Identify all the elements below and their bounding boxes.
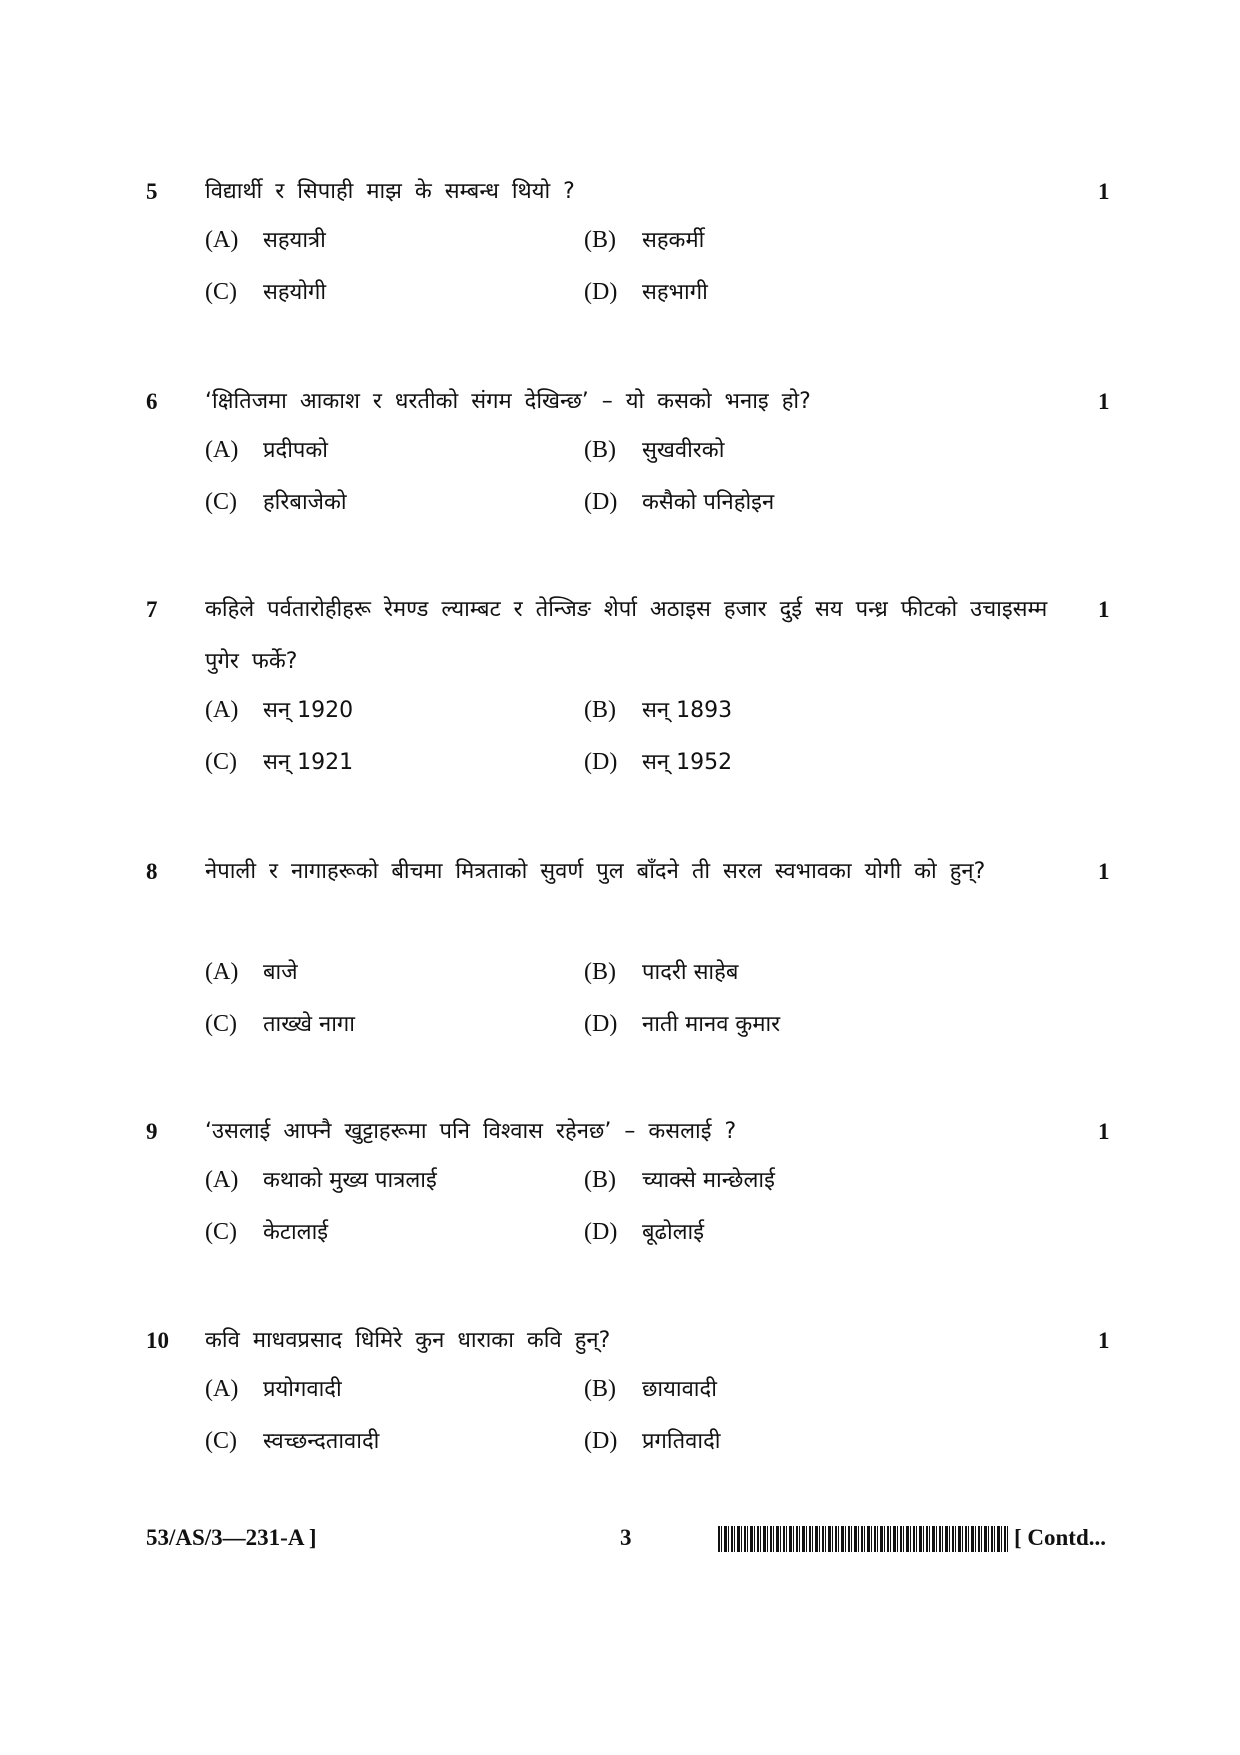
question-number: 6 — [146, 389, 158, 414]
option-a — [205, 220, 326, 261]
question-number: 10 — [146, 1328, 169, 1353]
option-d — [584, 272, 708, 313]
option-c — [205, 1421, 379, 1462]
option-text: सन् 1921 — [263, 750, 354, 775]
option-text: प्रयोगवादी — [263, 1377, 342, 1402]
question-number: 5 — [146, 179, 158, 204]
option-a — [205, 430, 328, 471]
page-number: 3 — [620, 1525, 632, 1550]
question-marks: 1 — [1098, 597, 1110, 622]
option-c — [205, 742, 353, 783]
question-text: कहिले पर्वतारोहीहरू रेमण्ड ल्याम्बट र तेन्जिङ शेर्पा अठाइस हजार दुई सय पन्ध्र फीटको उचाइसम्म पुगेर फर्के? — [205, 597, 1048, 674]
option-b — [584, 690, 732, 731]
option-b — [584, 1160, 775, 1201]
option-letter: (C) — [205, 1011, 237, 1037]
option-c — [205, 1212, 328, 1253]
option-letter: (D) — [584, 1428, 618, 1454]
option-c — [205, 272, 326, 313]
option-text: बाजे — [263, 960, 298, 985]
option-letter: (A) — [205, 959, 239, 985]
option-c — [205, 482, 347, 523]
barcode-icon — [718, 1526, 1008, 1552]
option-b — [584, 952, 738, 993]
question-marks: 1 — [1098, 859, 1110, 884]
option-b — [584, 220, 704, 261]
option-d — [584, 1421, 720, 1462]
question-marks: 1 — [1098, 389, 1110, 414]
paper-code: 53/AS/3—231-A ] — [146, 1525, 317, 1550]
option-b — [584, 1369, 717, 1410]
option-letter: (A) — [205, 697, 239, 723]
option-letter: (D) — [584, 489, 618, 515]
option-text: कसैको पनिहोइन — [642, 490, 775, 515]
question-number: 8 — [146, 859, 158, 884]
option-letter: (C) — [205, 279, 237, 305]
option-letter: (D) — [584, 749, 618, 775]
question-marks: 1 — [1098, 179, 1110, 204]
option-text: सहभागी — [642, 280, 708, 305]
option-letter: (A) — [205, 437, 239, 463]
option-letter: (D) — [584, 1011, 618, 1037]
option-text: प्रदीपको — [263, 438, 328, 463]
option-text: च्याक्से मान्छेलाई — [642, 1168, 775, 1193]
option-text: केटालाई — [263, 1220, 329, 1245]
option-text: कथाको मुख्य पात्रलाई — [263, 1168, 437, 1193]
question-text: ‘क्षितिजमा आकाश र धरतीको संगम देखिन्छ’ – यो कसको भनाइ हो? — [205, 389, 811, 414]
option-letter: (B) — [584, 437, 616, 463]
option-text: ताख्खे नागा — [263, 1012, 355, 1037]
question-text: कवि माधवप्रसाद धिमिरे कुन धाराका कवि हुन्? — [205, 1328, 611, 1353]
option-b — [584, 430, 724, 471]
option-letter: (C) — [205, 749, 237, 775]
question-number: 7 — [146, 597, 158, 622]
option-d — [584, 742, 732, 783]
option-text: हरिबाजेको — [263, 490, 347, 515]
option-a — [205, 1369, 342, 1410]
option-d — [584, 1004, 780, 1045]
option-letter: (A) — [205, 1376, 239, 1402]
option-letter: (B) — [584, 1376, 616, 1402]
question-text: विद्यार्थी र सिपाही माझ के सम्बन्ध थियो ? — [205, 179, 575, 204]
option-letter: (C) — [205, 1428, 237, 1454]
option-d — [584, 482, 774, 523]
option-text: सन् 1952 — [642, 750, 733, 775]
continued-label: [ Contd... — [1014, 1525, 1107, 1550]
option-text: स्वच्छन्दतावादी — [263, 1429, 380, 1454]
option-text: सहयोगी — [263, 280, 327, 305]
page-footer — [0, 1518, 1240, 1558]
option-text: सन् 1893 — [642, 698, 733, 723]
question-marks: 1 — [1098, 1328, 1110, 1353]
option-text: सहयात्री — [263, 228, 326, 253]
option-letter: (B) — [584, 959, 616, 985]
option-letter: (B) — [584, 227, 616, 253]
option-text: बूढोलाई — [642, 1220, 705, 1245]
option-letter: (B) — [584, 1167, 616, 1193]
question-text: ‘उसलाई आफ्नै खुट्टाहरूमा पनि विश्वास रहेनछ’ – कसलाई ? — [205, 1119, 737, 1144]
option-text: प्रगतिवादी — [642, 1429, 721, 1454]
question-number: 9 — [146, 1119, 158, 1144]
question-text: नेपाली र नागाहरूको बीचमा मित्रताको सुवर्ण पुल बाँदने ती सरल स्वभावका योगी को हुन्? — [205, 859, 986, 884]
option-text: सन् 1920 — [263, 698, 354, 723]
option-letter: (C) — [205, 489, 237, 515]
option-letter: (D) — [584, 1219, 618, 1245]
option-text: सुखवीरको — [642, 438, 725, 463]
option-letter: (D) — [584, 279, 618, 305]
option-text: नाती मानव कुमार — [642, 1012, 781, 1037]
option-text: पादरी साहेब — [642, 960, 739, 985]
option-a — [205, 690, 353, 731]
question-marks: 1 — [1098, 1119, 1110, 1144]
option-a — [205, 952, 298, 993]
option-text: सहकर्मी — [642, 228, 705, 253]
option-d — [584, 1212, 704, 1253]
option-c — [205, 1004, 355, 1045]
option-letter: (A) — [205, 227, 239, 253]
option-letter: (B) — [584, 697, 616, 723]
option-a — [205, 1160, 437, 1201]
option-letter: (C) — [205, 1219, 237, 1245]
option-letter: (A) — [205, 1167, 239, 1193]
option-text: छायावादी — [642, 1377, 717, 1402]
